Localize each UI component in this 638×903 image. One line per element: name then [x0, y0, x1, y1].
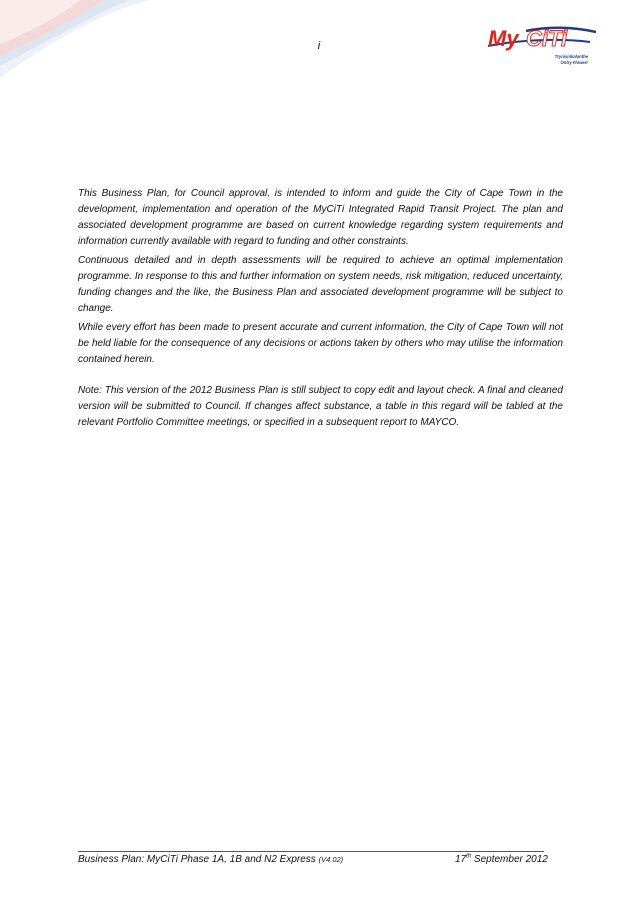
paragraph-assessments: Continuous detailed and in depth assessments will be required to achieve an optimal implementation programme. In response to this and further information on system needs, risk mitigation, reduced uncertainty, funding changes and the like, the Business Plan and associated development programme will be subject to change. — [78, 255, 563, 314]
myciti-logo — [478, 22, 604, 72]
logo-tagline: Trynisinkalanthe Ontry Flowerr — [554, 54, 588, 65]
footer-date: 17th September 2012 — [455, 853, 548, 865]
disclaimer-text — [78, 186, 563, 434]
paragraph-note: Note: This version of the 2012 Business Plan is still subject to copy edit and layout check. A final and cleaned version will be submitted to Council. If changes affect substance, a table in this regard will be tabled at the relevant Portfolio Committee meetings, or specified in a subsequent report to MAYCO. — [78, 385, 563, 428]
footer-document-title — [78, 854, 343, 865]
footer-divider — [78, 851, 544, 852]
paragraph-purpose: This Business Plan, for Council approval, is intended to inform and guide the City of Cape Town in the development, implementation and operation of the MyCiTi Integrated Rapid Transit Project. The plan and associated development programme are based on current knowledge regarding system requirements and information currently available with regard to funding and other constraints. — [78, 188, 563, 247]
footer-version: (V4.02) — [318, 855, 344, 864]
svg-text:CiTi: CiTi — [526, 26, 568, 51]
page-number: i — [317, 40, 321, 52]
svg-text:My: My — [488, 26, 519, 51]
paragraph-liability: While every effort has been made to present accurate and current information, the City of Cape Town will not be held liable for the consequence of any decisions or actions taken by others who may utilise the information contained herein. — [78, 322, 563, 365]
footer-title-text: Business Plan: MyCiTi Phase 1A, 1B and N2 Express — [78, 854, 319, 865]
